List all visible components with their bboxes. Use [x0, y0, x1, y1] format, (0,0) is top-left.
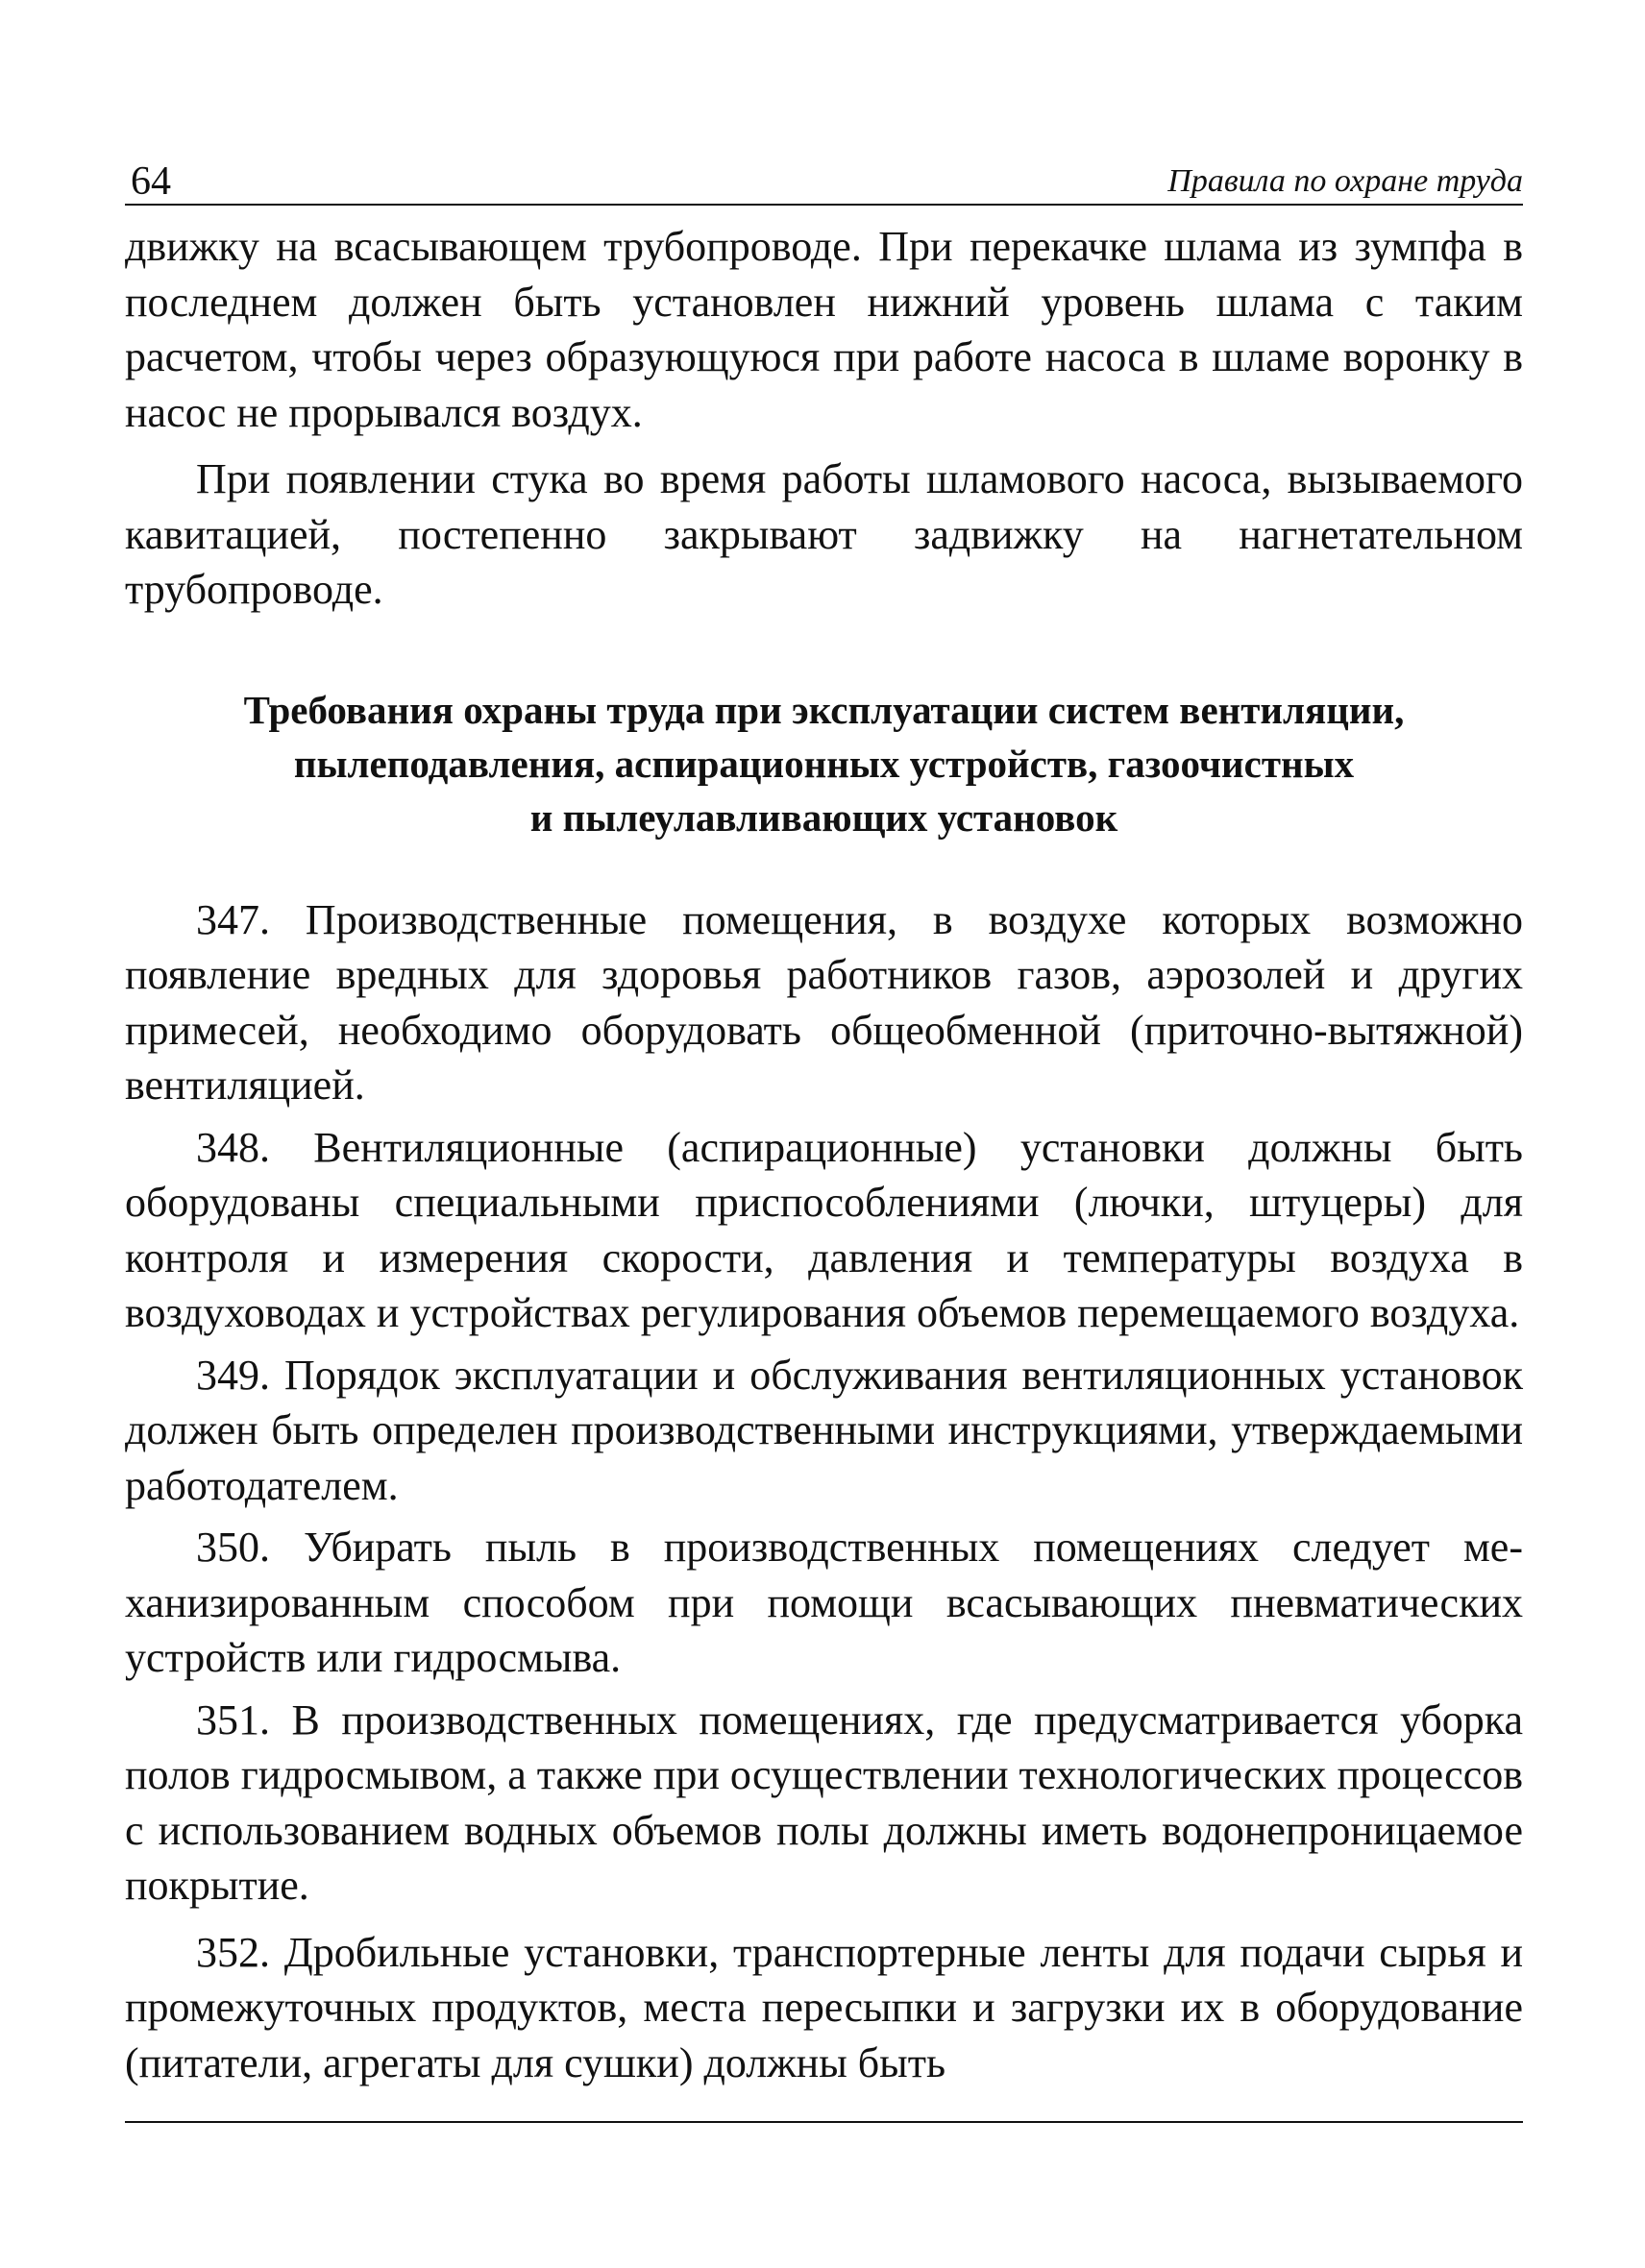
- section-heading-line-2: пылеподавления, аспирационных устройств, газоочистных: [293, 741, 1355, 786]
- page-body: [125, 219, 1523, 2090]
- section-heading: [125, 683, 1523, 844]
- section-heading-line-3: и пылеулавливающих установок: [529, 794, 1118, 840]
- item-349: 349. Порядок эксплуатации и обслуживания вентиляционных установок должен быть определен производственными инструкциями, утверждаемыми работодателем.: [125, 1351, 1523, 1509]
- running-title: Правила по охране труда: [1167, 163, 1523, 199]
- section-heading-line-1: Требования охраны труда при эксплуатации систем вентиляции,: [243, 687, 1405, 732]
- item-350: 350. Убирать пыль в производственных помещениях следует механизированным способом при помощи всасывающих пневматических устройств или гидросмыва.: [125, 1524, 1523, 1681]
- page-number: 64: [131, 159, 171, 204]
- paragraph-continuation: движку на всасывающем трубопроводе. При перекачке шлама из зумпфа в последнем должен быть установлен нижний уровень шлама с таким расчетом, чтобы через образующуюся при работе насоса в шламе воронку в насос не прорывался воздух.: [125, 223, 1523, 436]
- item-352: 352. Дробильные установки, транспортерные ленты для подачи сырья и промежуточных продуктов, места пересыпки и загрузки их в оборудование (питатели, агрегаты для сушки) должны быть: [125, 1928, 1523, 2086]
- page-header: [125, 144, 1523, 206]
- item-351: 351. В производственных помещениях, где предусматривается уборка полов гидросмывом, а также при осуществлении технологических процессов с использованием водных объемов полы должны иметь водонепроницаемое покрытие.: [125, 1695, 1523, 1909]
- paragraph-pump-knock: При появлении стука во время работы шламового насоса, вызываемого кавитацией, постепенно закрывают задвижку на нагнетательном трубопроводе.: [125, 455, 1523, 613]
- item-347: 347. Производственные помещения, в воздухе которых возможно появление вредных для здоровья работников газов, аэрозолей и других примесей, необходимо оборудовать общеобменной (приточно-вытяжной) вентиляцией.: [125, 895, 1523, 1109]
- footer-rule: [125, 2121, 1523, 2123]
- item-348: 348. Вентиляционные (аспирационные) установки должны быть оборудованы специальными приспособлениями (лючки, штуцеры) для контроля и измерения скорости, давления и температуры воздуха в воздуховодах и устройствах регулирования объемов перемещаемого воздуха.: [125, 1123, 1523, 1336]
